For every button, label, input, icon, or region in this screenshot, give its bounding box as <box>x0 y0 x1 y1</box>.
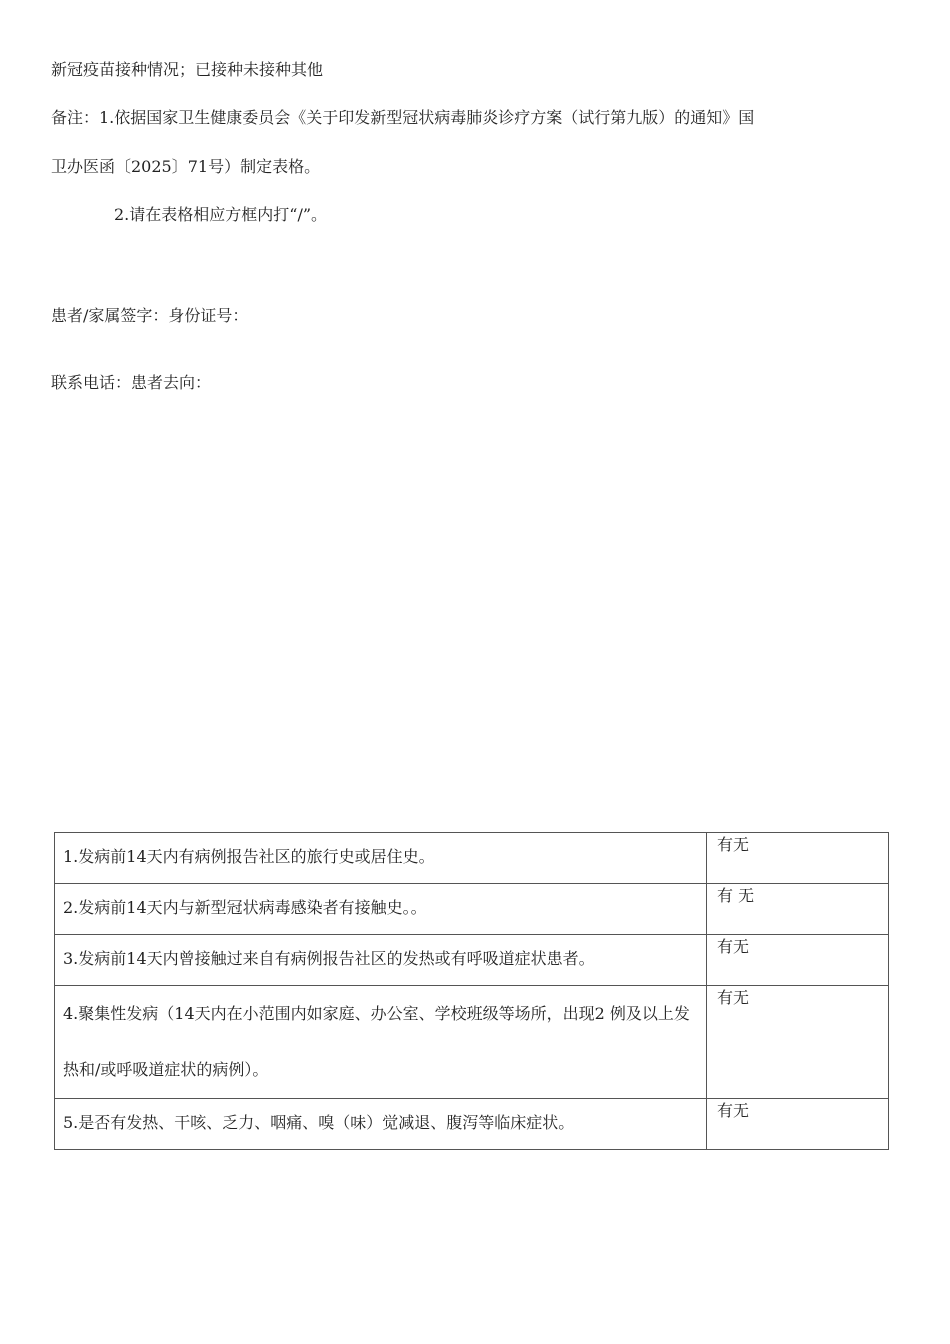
table-row <box>55 884 889 935</box>
table-row <box>55 986 889 1099</box>
question-cell <box>55 833 707 884</box>
answer-options[interactable]: 有无 <box>717 1101 750 1120</box>
table-row <box>55 833 889 884</box>
question-cell <box>55 1099 707 1150</box>
answer-cell[interactable] <box>707 986 889 1099</box>
question-cell <box>55 986 707 1099</box>
question-text: 2.发病前14天内与新型冠状病毒感染者有接触史。。 <box>63 898 427 917</box>
answer-options[interactable]: 有无 <box>717 988 750 1007</box>
answer-options[interactable]: 有 无 <box>717 886 755 905</box>
question-cell <box>55 935 707 986</box>
patient-signature-field: 患者/家属签字：身份证号： <box>51 306 249 325</box>
question-text: 5.是否有发热、干咳、乏力、咽痛、嗅（味）觉减退、腹泻等临床症状。 <box>63 1113 575 1132</box>
note-1-line-1: 备注：1.依据国家卫生健康委员会《关于印发新型冠状病毒肺炎诊疗方案（试行第九版）的通知》国 <box>51 108 755 127</box>
vaccination-status-line: 新冠疫苗接种情况；已接种未接种其他 <box>51 60 324 79</box>
answer-cell[interactable] <box>707 833 889 884</box>
contact-phone-field: 联系电话：患者去向： <box>51 373 212 392</box>
answer-cell[interactable] <box>707 935 889 986</box>
note-2: 2.请在表格相应方框内打“/”。 <box>114 205 328 224</box>
answer-cell[interactable] <box>707 884 889 935</box>
question-text: 3.发病前14天内曾接触过来自有病例报告社区的发热或有呼吸道症状患者。 <box>63 949 595 968</box>
question-cell <box>55 884 707 935</box>
answer-options[interactable]: 有无 <box>717 937 750 956</box>
epidemiological-screening-table <box>54 832 889 1150</box>
note-1-line-2: 卫办医函〔2025〕71号）制定表格。 <box>51 157 321 176</box>
question-text: 4.聚集性发病（14天内在小范围内如家庭、办公室、学校班级等场所，出现2 例及以上发热和/或呼吸道症状的病例）。 <box>63 1004 690 1079</box>
question-text: 1.发病前14天内有病例报告社区的旅行史或居住史。 <box>63 847 435 866</box>
answer-cell[interactable] <box>707 1099 889 1150</box>
table-row <box>55 935 889 986</box>
answer-options[interactable]: 有无 <box>717 835 750 854</box>
table-row <box>55 1099 889 1150</box>
